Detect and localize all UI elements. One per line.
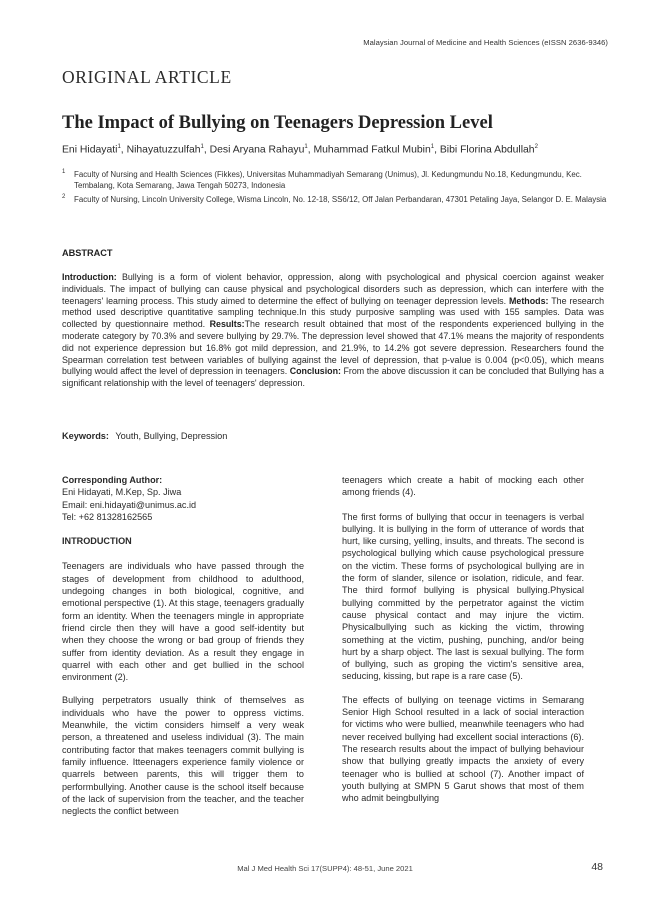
introduction-paragraph: The first forms of bullying that occur in teenagers is verbal bullying. It is bullying in the form of utterance of words that hurt, like cursing, yelling, insults, and threats. The second is psychological bullying which cause psychological pressure on the victim. These forms of psychological bullying are in the form of slander, silence or isolation, ridicule, and fear. The third formof bullying is physical bullying.Physical bullying committed by the perpetrator against the victim cause physical contact and may injure the victim. Physicalbullying such as kicking the victim, throwing something at the victim, pushing, punching, and/or being hurt by a sharp object. The last is sexual bullying. The form of bullying, such as groping the victim's sensitive area, seducing, kissing, but rape is a rare case (5). xyxy=(342,511,584,682)
author-name: Nihayatuzzulfah xyxy=(126,144,201,156)
corresponding-author-email: Email: eni.hidayati@unimus.ac.id xyxy=(62,499,197,510)
affiliations xyxy=(62,169,617,205)
abstract-conclusion-text: From the above discussion it can be concluded that Bullying has a significant relationship with the level of teenagers' depression. xyxy=(62,366,604,389)
introduction-paragraph: Bullying perpetrators usually think of themselves as individuals who have the power to oppress victims. Meanwhile, the victim considers himself a very weak person, a threatened and useless individual (3). The main contributing factor that makes teenagers commit bullying is family influence. Itteenagers experience family violence or quarrels between parents, this will trigger them to performbullying. Another cause is the school itself because of the lack of supervision from the teacher, and the teacher neglects the conflict between xyxy=(62,695,304,817)
author-list: Eni Hidayati$^1$, Nihayatuzzulfah$^1$, Desi Aryana Rahayu$^1$, Muhammad Fatkul Mubin$^1$, Bibi Florina Abdullah$^2$ xyxy=(62,144,538,156)
left-column xyxy=(62,474,304,828)
author-affiliation-mark: 1 xyxy=(304,144,308,150)
affiliation-text: Faculty of Nursing and Health Sciences (Fikkes), Universitas Muhammadiyah Semarang (Unimus), Jl. Kedungmundu No.18, Kedungmundu, Kec. Tembalang, Kota Semarang, Jawa Tengah 50273, Indonesia xyxy=(74,170,582,191)
abstract-introduction-label: Introduction: xyxy=(62,272,117,282)
abstract-heading: ABSTRACT xyxy=(62,248,113,258)
footer-citation: Mal J Med Health Sci 17(SUPP4): 48-51, June 2021 xyxy=(237,864,413,873)
abstract-methods-label: Methods: xyxy=(509,295,549,306)
paper-title: The Impact of Bullying on Teenagers Depression Level xyxy=(62,113,493,133)
introduction-paragraph: The effects of bullying on teenage victims in Semarang Senior High School resulted in a lack of social interaction for victims who were bullied, meanwhile teenagers who had never received bullying had excellent social interactions (6). The research results about the impact of bullying behaviour show that bullying greatly impacts the anxiety of every teenager who is bullied at school (7). Another impact of youth bullying at SMPN 5 Garut shows that most of them who admit beingbullying xyxy=(342,694,584,804)
author-name: Desi Aryana Rahayu xyxy=(209,144,305,156)
page-number: 48 xyxy=(591,861,603,873)
author-name: Muhammad Fatkul Mubin xyxy=(313,144,431,156)
author-name: Bibi Florina Abdullah xyxy=(439,144,535,156)
affiliation-number: 1 xyxy=(62,169,66,175)
article-type: ORIGINAL ARTICLE xyxy=(62,67,232,87)
introduction-heading: INTRODUCTION xyxy=(62,536,132,547)
affiliation-item xyxy=(62,169,617,192)
keywords-label: Keywords: xyxy=(62,431,109,441)
introduction-paragraph: Teenagers are individuals who have passed through the stages of development from childhood to adulthood, undegoing changes in both biological, cognitive, and emotional perspective (1). At this stage, teenagers gradually form an identity. When the teenagers mingle in appropriate friend circle then they will have a good self-identity but when they choose the wrong or bad group of friends they suffer from identity deviation. As a result they engage in quarrel with each other and get bullied in the school environment (2). xyxy=(62,561,304,683)
abstract-methods-text: The research method used descriptive quantitative sampling technique.In this study purposive sampling was used with 155 samples. Data was collected by questionnaire method. xyxy=(62,295,605,330)
abstract-conclusion-label: Conclusion: xyxy=(289,366,341,377)
keywords xyxy=(62,431,604,441)
author-affiliation-mark: 1 xyxy=(117,144,121,150)
introduction-paragraph: teenagers which create a habit of mocking each other among friends (4). xyxy=(342,475,584,498)
abstract-body xyxy=(62,272,604,390)
affiliation-item xyxy=(62,194,617,205)
abstract-introduction-text: Bullying is a form of violent behavior, oppression, along with psychological and physical coercion against weaker individuals. The impact of bullying can cause physical and psychological disorders such as depression, which can interfere with the teenagers' learning process. This study aimed to determine the effect of bullying on teenager depression levels. xyxy=(62,272,604,306)
author-affiliation-mark: 1 xyxy=(430,144,435,150)
abstract-results-label: Results: xyxy=(209,319,245,330)
author-affiliation-mark: 1 xyxy=(200,144,204,150)
abstract-results-text: The research result obtained that most of the respondents experienced bullying in the moderate category by 70.3% and severe bullying by 29.7%. The depression level showed that 47.1% means the majority of respondents did not experience depression but 16.8% got mild depression, and 21.9%, to 14.2% got severe depression. Researchers found the Spearman correlation test between variables of bullying against the level of depression, that p-value is 0.004 (p<0.05), which means bullying would affect the level of depression in teenagers. xyxy=(62,319,604,377)
affiliation-number: 2 xyxy=(62,193,66,200)
corresponding-author xyxy=(62,474,304,523)
author-affiliation-mark: 2 xyxy=(534,144,538,150)
right-column xyxy=(342,474,584,815)
corresponding-author-name: Eni Hidayati, M.Kep, Sp. Jiwa xyxy=(62,487,182,498)
journal-header: Malaysian Journal of Medicine and Health Sciences (eISSN 2636-9346) xyxy=(363,38,608,47)
keywords-text: Youth, Bullying, Depression xyxy=(115,431,228,441)
author-name: Eni Hidayati xyxy=(62,144,118,156)
corresponding-author-tel: Tel: +62 81328162565 xyxy=(62,511,153,522)
affiliation-text: Faculty of Nursing, Lincoln University College, Wisma Lincoln, No. 12-18, SS6/12, Off Jalan Perbandaran, 47301 Petaling Jaya, Selangor D. E. Malaysia xyxy=(74,194,607,204)
corresponding-author-heading: Corresponding Author: xyxy=(62,475,163,485)
